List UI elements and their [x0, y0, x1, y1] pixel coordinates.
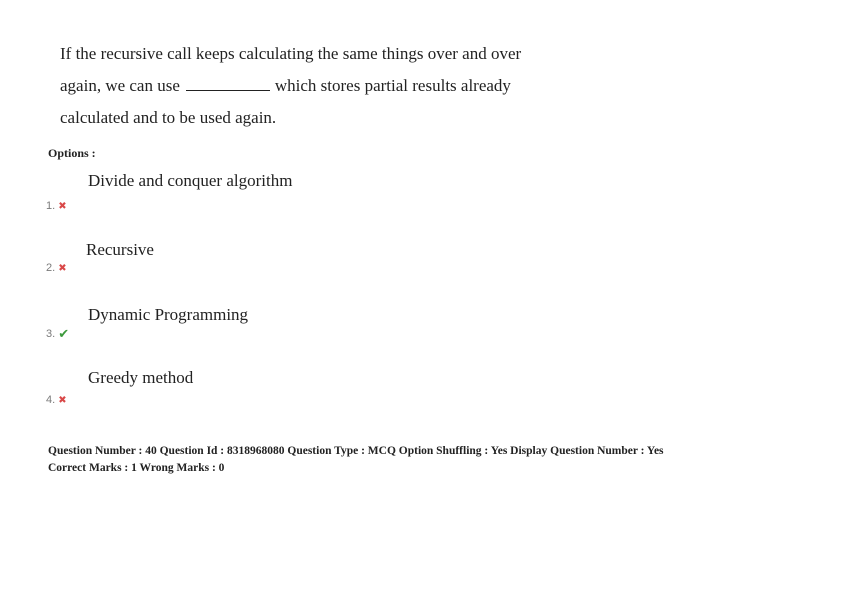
option-2-marker: [46, 262, 67, 274]
question-line-2-start: again, we can use: [60, 76, 180, 95]
question-line-1: If the recursive call keeps calculating the same things over and over: [60, 44, 522, 63]
option-3-text: Dynamic Programming: [88, 305, 249, 324]
cross-icon: ✖: [58, 394, 67, 406]
question-meta-line-2: Correct Marks : 1 Wrong Marks : 0: [48, 462, 225, 474]
option-4-number: 4.: [46, 394, 56, 406]
option-4-text: Greedy method: [88, 368, 194, 387]
option-2-number: 2.: [46, 262, 56, 274]
option-2-text: Recursive: [86, 240, 154, 259]
question-line-2: [60, 76, 511, 96]
question-line-3: calculated and to be used again.: [60, 108, 277, 127]
options-label: Options :: [48, 146, 96, 160]
option-1-marker: [46, 200, 67, 212]
option-3-marker: [46, 327, 69, 340]
cross-icon: ✖: [58, 200, 67, 212]
answer-blank: [186, 78, 270, 91]
cross-icon: ✖: [58, 262, 67, 274]
option-4-marker: [46, 394, 67, 406]
question-meta-line-1: Question Number : 40 Question Id : 8318968080 Question Type : MCQ Option Shuffling : Yes Display Question Number : Yes: [48, 445, 664, 457]
question-line-2-end: which stores partial results already: [274, 76, 511, 95]
option-1-text: Divide and conquer algorithm: [88, 171, 293, 190]
check-icon: ✔: [58, 326, 70, 341]
option-1-number: 1.: [46, 200, 56, 212]
option-3-number: 3.: [46, 327, 56, 340]
